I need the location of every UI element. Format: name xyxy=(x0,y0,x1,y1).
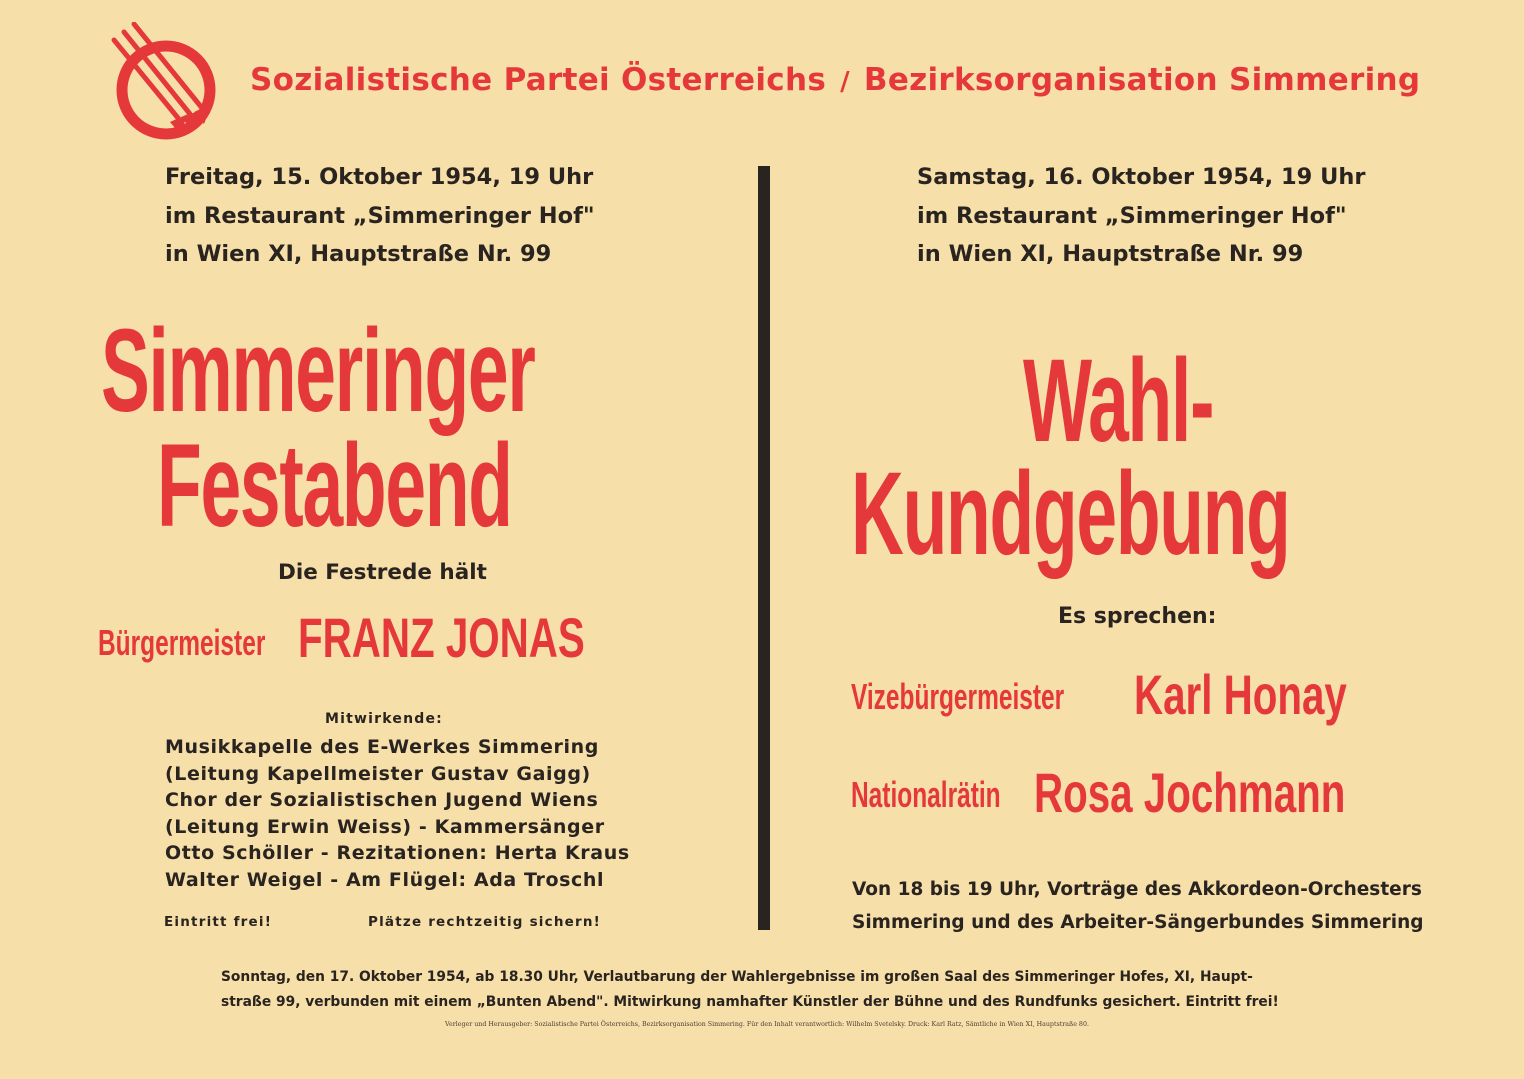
vortraege-line: Von 18 bis 19 Uhr, Vorträge des Akkordeon-Orchesters xyxy=(852,879,1422,900)
sonntag-line: Sonntag, den 17. Oktober 1954, ab 18.30 Uhr, Verlautbarung der Wahlergebnisse im großen Saal des Simmeringer Hofes, XI, Haupt- xyxy=(221,969,1253,985)
mitwirkende-line: Chor der Sozialistischen Jugend Wiens xyxy=(165,789,599,811)
vizebuergermeister-role: Vizebürgermeister xyxy=(851,676,1065,717)
party-name: Sozialistische Partei Österreichs xyxy=(250,62,827,98)
sonntag-announcement xyxy=(221,965,1279,1014)
right-title-line2: Kundgebung xyxy=(851,448,1290,580)
imprint: Verleger und Herausgeber: Sozialistische Partei Österreichs, Bezirksorganisation Simmering. Für den Inhalt verantwortlich: Wilhelm Svetelsky. Druck: Karl Ratz, Sämtliche in Wien XI, Hauptstraße 80. xyxy=(445,1021,1089,1028)
mitwirkende-line: (Leitung Erwin Weiss) - Kammersänger xyxy=(165,815,605,838)
column-divider xyxy=(758,166,770,930)
buergermeister-name: FRANZ JONAS xyxy=(298,606,585,669)
sonntag-line: straße 99, verbunden mit einem „Bunten Abend". Mitwirkung namhafter Künstler der Bühne und des Rundfunks gesichert. Eintritt frei! xyxy=(221,993,1279,1010)
left-event-info xyxy=(165,158,595,274)
vizebuergermeister-name: Karl Honay xyxy=(1134,663,1347,726)
vortraege-info xyxy=(852,873,1423,939)
right-date: Samstag, 16. Oktober 1954, 19 Uhr xyxy=(917,164,1366,190)
right-address: in Wien XI, Hauptstraße Nr. 99 xyxy=(917,241,1304,267)
right-venue: im Restaurant „Simmeringer Hof" xyxy=(917,202,1347,229)
right-title-line1: Wahl- xyxy=(1023,335,1214,467)
left-date: Freitag, 15. Oktober 1954, 19 Uhr xyxy=(165,164,594,190)
right-event-info xyxy=(917,158,1365,274)
organisation-name: Bezirksorganisation Simmering xyxy=(863,62,1421,98)
mitwirkende-line: (Leitung Kapellmeister Gustav Gaigg) xyxy=(165,762,591,785)
nationalraetin-name: Rosa Jochmann xyxy=(1034,761,1346,824)
mitwirkende-line: Otto Schöller - Rezitationen: Herta Kraus xyxy=(165,842,630,864)
header-separator: / xyxy=(840,67,850,97)
left-title-line1: Simmeringer xyxy=(101,305,535,437)
festrede-label: Die Festrede hält xyxy=(278,560,487,585)
sprechen-label: Es sprechen: xyxy=(1058,604,1217,629)
three-arrows-logo-icon xyxy=(108,22,228,142)
nationalraetin-role: Nationalrätin xyxy=(851,774,1001,815)
left-address: in Wien XI, Hauptstraße Nr. 99 xyxy=(165,241,552,267)
vortraege-line: Simmering und des Arbeiter-Sängerbundes Simmering xyxy=(852,912,1424,933)
mitwirkende-list xyxy=(165,734,630,893)
mitwirkende-line: Walter Weigel - Am Flügel: Ada Troschl xyxy=(165,868,605,891)
left-venue: im Restaurant „Simmeringer Hof" xyxy=(165,202,595,229)
eintritt-frei: Eintritt frei! xyxy=(164,914,273,930)
left-title-line2: Festabend xyxy=(157,420,512,552)
mitwirkende-line: Musikkapelle des E-Werkes Simmering xyxy=(165,736,599,758)
mitwirkende-label: Mitwirkende: xyxy=(325,711,443,727)
plaetze-sichern: Plätze rechtzeitig sichern! xyxy=(368,914,602,930)
header xyxy=(250,62,1450,98)
buergermeister-role: Bürgermeister xyxy=(98,622,266,663)
